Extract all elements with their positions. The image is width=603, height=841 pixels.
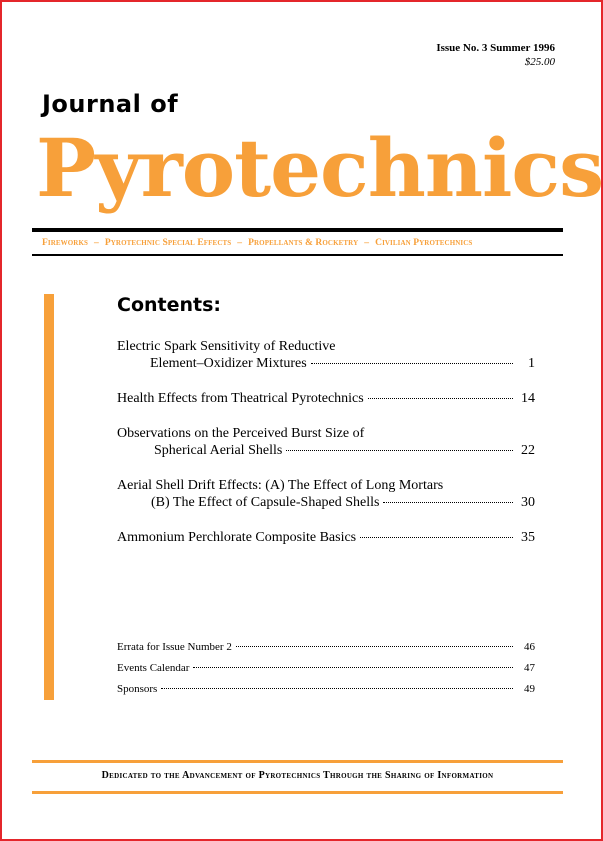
issue-info bbox=[436, 41, 555, 69]
toc-entry-title: Aerial Shell Drift Effects: (A) The Effect of Long Mortars bbox=[117, 478, 444, 493]
topic-special-effects: Pyrotechnic Special Effects bbox=[104, 238, 232, 248]
toc-entry-subtitle: Spherical Aerial Shells bbox=[154, 443, 283, 458]
leader-dots bbox=[311, 363, 513, 364]
contents-side-bar bbox=[44, 294, 54, 700]
toc-entry-title: Electric Spark Sensitivity of Reductive bbox=[117, 339, 336, 354]
toc-page-number: 22 bbox=[521, 443, 535, 458]
leader-dots bbox=[360, 537, 513, 538]
toc-entry[interactable] bbox=[117, 338, 535, 372]
back-matter-entry[interactable] bbox=[117, 682, 535, 696]
topic-separator: – bbox=[94, 238, 99, 248]
leader-dots bbox=[286, 450, 513, 451]
topic-separator: – bbox=[364, 238, 370, 248]
toc-entry[interactable] bbox=[117, 390, 535, 407]
toc-entry-subtitle: (B) The Effect of Capsule-Shaped Shells bbox=[151, 495, 380, 510]
toc-page-number: 35 bbox=[521, 530, 535, 545]
toc-page-number: 46 bbox=[524, 641, 535, 653]
topic-fireworks: Fireworks bbox=[42, 238, 88, 248]
topic-civilian: Civilian Pyrotechnics bbox=[375, 238, 473, 248]
toc-entry[interactable] bbox=[117, 529, 535, 546]
toc-entry-title: Ammonium Perchlorate Composite Basics bbox=[117, 530, 357, 545]
topics-bar bbox=[42, 238, 554, 248]
journal-title-prefix: Journal of bbox=[42, 90, 179, 118]
table-of-contents bbox=[117, 338, 535, 564]
title-rule bbox=[32, 228, 563, 232]
issue-number: Issue No. 3 Summer 1996 bbox=[436, 42, 555, 54]
toc-entry-title: Health Effects from Theatrical Pyrotechnics bbox=[117, 391, 364, 406]
toc-entry-title: Observations on the Perceived Burst Size of bbox=[117, 426, 365, 441]
back-matter-entry[interactable] bbox=[117, 661, 535, 675]
contents-heading: Contents: bbox=[117, 294, 222, 316]
leader-dots bbox=[236, 646, 513, 647]
topic-propellants: Propellants & Rocketry bbox=[248, 238, 359, 248]
toc-entry[interactable] bbox=[117, 425, 535, 459]
back-matter-label: Errata for Issue Number 2 bbox=[117, 641, 232, 653]
dedication-line: Dedicated to the Advancement of Pyrotechnics Through the Sharing of Information bbox=[101, 770, 494, 781]
back-matter-label: Sponsors bbox=[117, 683, 158, 695]
toc-entry-subtitle: Element–Oxidizer Mixtures bbox=[150, 356, 307, 371]
toc-page-number: 49 bbox=[524, 683, 535, 695]
topics-rule bbox=[32, 254, 563, 256]
toc-page-number: 1 bbox=[528, 356, 535, 371]
leader-dots bbox=[161, 688, 513, 689]
footer-rule-top bbox=[32, 760, 563, 763]
back-matter-label: Events Calendar bbox=[117, 662, 190, 674]
footer-rule-bottom bbox=[32, 791, 563, 794]
topic-separator: – bbox=[237, 238, 243, 248]
journal-title: Pyrotechnics bbox=[36, 121, 603, 215]
toc-page-number: 14 bbox=[521, 391, 535, 406]
leader-dots bbox=[193, 667, 513, 668]
toc-page-number: 47 bbox=[524, 662, 535, 674]
toc-page-number: 30 bbox=[521, 495, 535, 510]
price: $25.00 bbox=[524, 56, 555, 68]
back-matter-entry[interactable] bbox=[117, 640, 535, 654]
leader-dots bbox=[383, 502, 513, 503]
back-matter-list bbox=[117, 640, 535, 703]
toc-entry[interactable] bbox=[117, 477, 535, 511]
leader-dots bbox=[368, 398, 513, 399]
